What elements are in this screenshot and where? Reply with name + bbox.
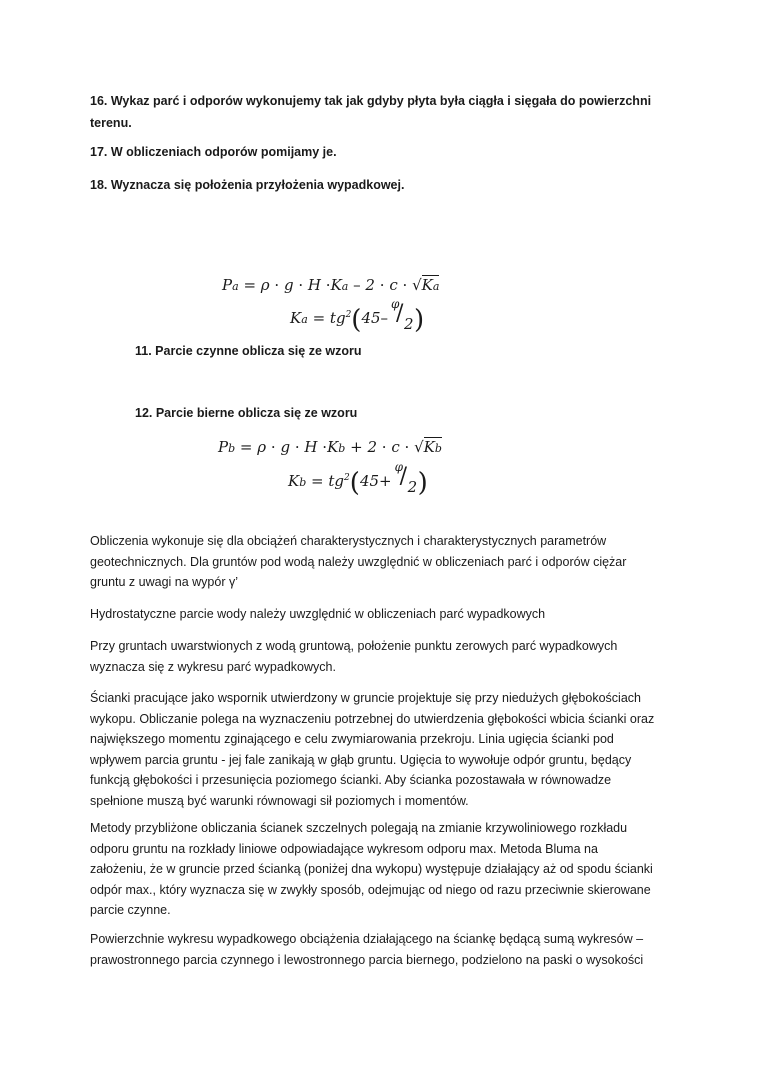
paragraph-line: Przy gruntach uwarstwionych z wodą gruntową, położenie punktu zerowych parć wypadkowych xyxy=(90,639,618,653)
label-active-pressure: 11. Parcie czynne oblicza się ze wzoru xyxy=(135,344,362,358)
number-2: 2 xyxy=(365,276,375,294)
symbol-H: H xyxy=(307,276,322,294)
open-paren: ( xyxy=(351,305,362,335)
paragraph-layered-soil xyxy=(90,636,680,677)
denominator-2: 2 xyxy=(407,478,418,496)
formula-kb xyxy=(288,460,428,498)
symbol-K: K xyxy=(327,438,339,456)
equals-sign: = xyxy=(239,438,253,456)
dot: · xyxy=(298,276,304,294)
symbol-c: c xyxy=(391,438,400,456)
subscript-a: a xyxy=(432,280,440,293)
close-paren: ) xyxy=(417,468,428,498)
number-45: 45 xyxy=(361,309,381,327)
item-18: 18. Wyznacza się położenia przyłożenia wypadkowej. xyxy=(90,178,405,192)
dot: · xyxy=(325,276,331,294)
dot: · xyxy=(294,438,300,456)
paragraph-line: Ścianki pracujące jako wspornik utwierdzony w gruncie projektuje się przy niedużych głębokościach xyxy=(90,691,641,705)
symbol-K: K xyxy=(290,309,302,327)
subscript-b: b xyxy=(434,442,442,455)
paragraph-approximate-methods xyxy=(90,818,680,921)
subscript-b: b xyxy=(299,476,307,489)
equals-sign: = xyxy=(243,276,257,294)
dot: · xyxy=(404,438,410,456)
symbol-P: P xyxy=(222,276,233,294)
paragraph-line: prawostronnego parcia czynnego i lewostronnego parcia biernego, podzielono na paski o wysokości xyxy=(90,952,644,967)
paragraph-line: Metody przybliżone obliczania ścianek szczelnych polegają na zmianie krzywoliniowego rozkładu xyxy=(90,821,628,835)
open-paren: ( xyxy=(349,468,360,498)
dot: · xyxy=(270,438,276,456)
item-16-line-2: terenu. xyxy=(90,116,132,130)
label-passive-pressure: 12. Parcie bierne oblicza się ze wzoru xyxy=(135,406,358,420)
paragraph-line: geotechnicznych. Dla gruntów pod wodą należy uwzględnić w obliczeniach parć i odporów ciężar xyxy=(90,554,627,569)
dot: · xyxy=(379,276,385,294)
plus-sign: + xyxy=(379,472,392,490)
paragraph-hydrostatic xyxy=(90,604,680,625)
close-paren: ) xyxy=(414,305,425,335)
paragraph-line: parcie czynne. xyxy=(90,903,171,917)
sqrt-icon: √ xyxy=(414,438,424,456)
symbol-tg: tg xyxy=(329,309,346,327)
superscript-2: 2 xyxy=(345,310,352,320)
dot: · xyxy=(322,438,328,456)
symbol-c: c xyxy=(389,276,398,294)
paragraph-line: spełnione muszą być warunki równowagi sił poziomych i momentów. xyxy=(90,793,469,808)
paragraph-line: wyznacza się z wykresu parć wypadkowych. xyxy=(90,659,336,674)
symbol-tg: tg xyxy=(328,472,345,490)
symbol-rho: ρ xyxy=(257,438,267,456)
dot: · xyxy=(381,438,387,456)
symbol-rho: ρ xyxy=(260,276,270,294)
symbol-K: K xyxy=(421,276,433,294)
phi-numerator: φ xyxy=(394,460,404,474)
paragraph-line: Hydrostatyczne parcie wody należy uwzględnić w obliczeniach parć wypadkowych xyxy=(90,607,546,621)
plus-sign: + xyxy=(350,438,363,456)
symbol-K: K xyxy=(330,276,342,294)
number-2: 2 xyxy=(367,438,378,456)
paragraph-line: gruntu z uwagi na wypór γ’ xyxy=(90,575,238,589)
item-16-line-1: 16. Wykaz parć i odporów wykonujemy tak jak gdyby płyta była ciągła i sięgała do powierzchni xyxy=(90,94,652,108)
item-16 xyxy=(90,90,680,134)
paragraph-line: odpór max., który wyznacza się w zwykły sposób, odejmując od niego od razu przeciwnie skierowane xyxy=(90,882,651,897)
paragraph-line: założeniu, że w gruncie przed ścianką (poniżej dna wykopu) występuje działający aż od spodu ścianki xyxy=(90,862,653,876)
sqrt-radicand xyxy=(424,437,442,456)
subscript-b: b xyxy=(228,442,236,455)
paragraph-line: Powierzchnie wykresu wypadkowego obciążenia działającego na ściankę będącą sumą wykresów – xyxy=(90,932,644,946)
paragraph-line: największego momentu zginającego e celu zwymiarowania przekroju. Linia ugięcia ścianki pod xyxy=(90,732,614,746)
symbol-g: g xyxy=(283,276,294,294)
subscript-b: b xyxy=(338,442,346,455)
superscript-2: 2 xyxy=(344,473,350,483)
subscript-a: a xyxy=(301,313,308,326)
symbol-K: K xyxy=(423,438,435,456)
denominator-2: 2 xyxy=(404,315,414,333)
phi-numerator: φ xyxy=(391,297,400,311)
minus-sign: – xyxy=(380,309,389,327)
subscript-a: a xyxy=(232,280,239,293)
formula-active-pressure xyxy=(222,276,439,294)
minus-sign: – xyxy=(353,276,361,294)
paragraph-resultant-diagram xyxy=(90,929,680,970)
fraction-slash: / xyxy=(396,301,404,326)
paragraph-line: odporu gruntu na rozkłady liniowe odpowiadające wykresom odporu max. Metoda Bluma na xyxy=(90,841,598,856)
sqrt-icon: √ xyxy=(412,276,422,294)
symbol-H: H xyxy=(304,438,318,456)
fraction-slash: / xyxy=(399,464,408,489)
symbol-K: K xyxy=(288,472,300,490)
dot: · xyxy=(274,276,280,294)
paragraph-load-calculation xyxy=(90,531,680,593)
paragraph-line: Obliczenia wykonuje się dla obciążeń charakterystycznych i charakterystycznych parametrów xyxy=(90,534,607,548)
symbol-P: P xyxy=(218,438,229,456)
item-17: 17. W obliczeniach odporów pomijamy je. xyxy=(90,145,337,159)
sqrt-radicand xyxy=(422,275,440,294)
paragraph-line: wykopu. Obliczanie polega na wyznaczeniu potrzebnej do utwierdzenia głębokości wbicia ścianki oraz xyxy=(90,711,655,726)
dot: · xyxy=(402,276,408,294)
fraction-phi-over-2 xyxy=(392,460,418,496)
number-45: 45 xyxy=(359,472,380,490)
formula-ka xyxy=(290,297,425,335)
symbol-g: g xyxy=(280,438,291,456)
fraction-phi-over-2 xyxy=(388,297,414,333)
paragraph-line: funkcją głębokości i przesunięcia poziomego ścianki. Aby ścianka pozostawała w równowadze xyxy=(90,773,612,787)
formula-passive-pressure xyxy=(218,438,442,456)
subscript-a: a xyxy=(341,280,349,293)
equals-sign: = xyxy=(312,309,326,327)
equals-sign: = xyxy=(311,472,324,490)
paragraph-line: wpływem parcia gruntu - jej fale zanikają w głąb gruntu. Ugięcia to wywołuje odpór gruntu, będący xyxy=(90,752,632,767)
paragraph-cantilever-walls xyxy=(90,688,680,811)
